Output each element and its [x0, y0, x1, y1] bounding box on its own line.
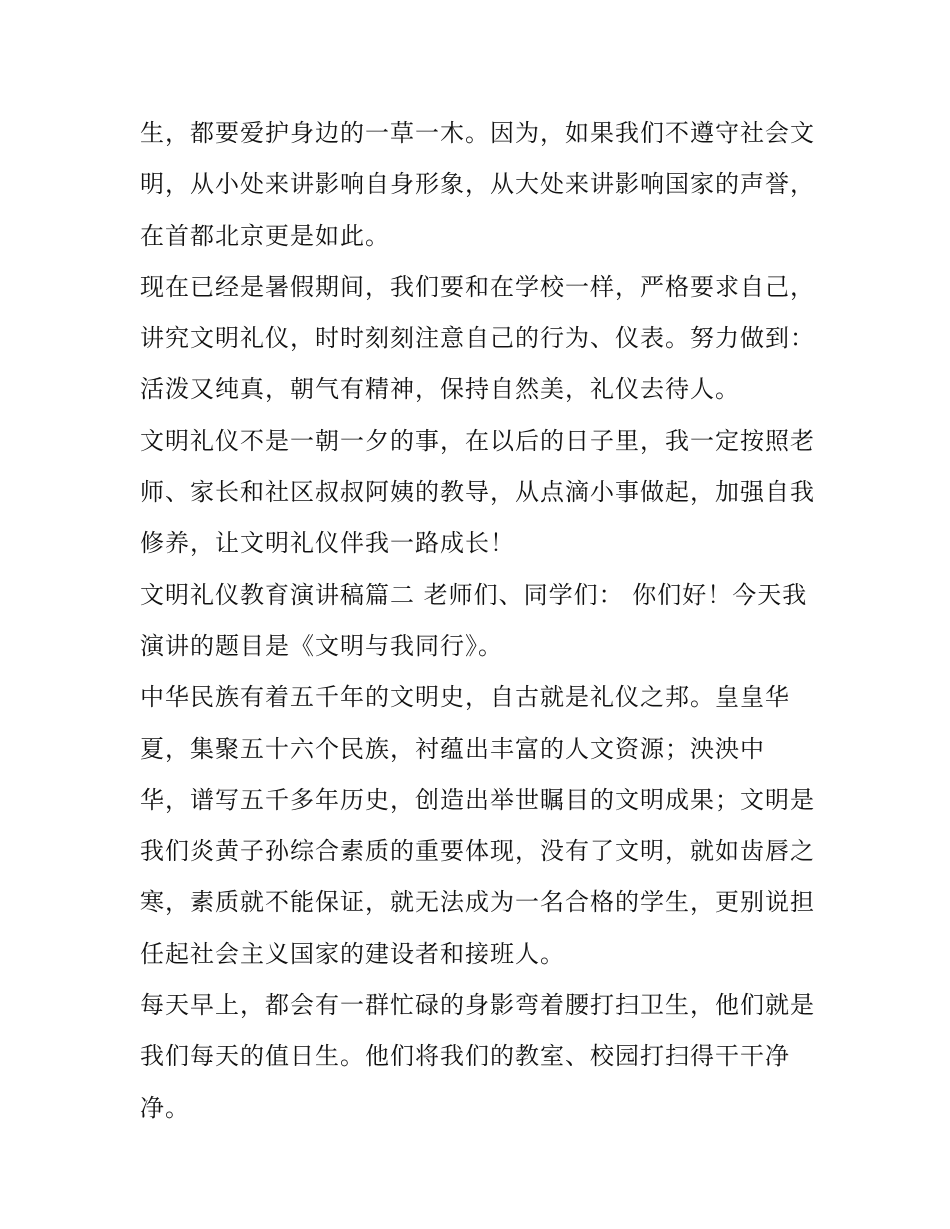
text-line: 讲究文明礼仪，时时刻刻注意自己的行为、仪表。努力做到： — [140, 324, 815, 353]
text-line: 夏，集聚五十六个民族，衬蕴出丰富的人文资源；泱泱中 — [140, 734, 765, 763]
text-line: 明，从小处来讲影响自身形象，从大处来讲影响国家的声誉， — [140, 170, 815, 199]
text-line: 文明礼仪教育演讲稿篇二 老师们、同学们： 你们好！今天我 — [140, 580, 808, 609]
text-line: 现在已经是暑假期间，我们要和在学校一样，严格要求自己， — [140, 272, 815, 301]
text-line: 师、家长和社区叔叔阿姨的教导，从点滴小事做起，加强自我 — [140, 478, 815, 507]
text-line: 每天早上，都会有一群忙碌的身影弯着腰打扫卫生，他们就是 — [140, 991, 815, 1020]
text-line: 文明礼仪不是一朝一夕的事，在以后的日子里，我一定按照老 — [140, 426, 815, 455]
text-line: 华，谱写五千多年历史，创造出举世瞩目的文明成果；文明是 — [140, 785, 815, 814]
text-line: 演讲的题目是《文明与我同行》。 — [140, 631, 503, 660]
text-line: 中华民族有着五千年的文明史，自古就是礼仪之邦。皇皇华 — [140, 683, 790, 712]
text-line: 在首都北京更是如此。 — [140, 221, 390, 250]
text-line: 我们每天的值日生。他们将我们的教室、校园打扫得干干净 — [140, 1042, 790, 1071]
text-line: 修养，让文明礼仪伴我一路成长！ — [140, 529, 515, 558]
text-line: 寒，素质就不能保证，就无法成为一名合格的学生，更别说担 — [140, 888, 815, 917]
text-line: 我们炎黄子孙综合素质的重要体现，没有了文明，就如齿唇之 — [140, 837, 815, 866]
text-line: 活泼又纯真，朝气有精神，保持自然美，礼仪去待人。 — [140, 375, 740, 404]
text-line: 任起社会主义国家的建设者和接班人。 — [140, 939, 565, 968]
document-body — [140, 108, 820, 1134]
text-line: 生，都要爱护身边的一草一木。因为，如果我们不遵守社会文 — [140, 119, 815, 147]
text-line: 净。 — [140, 1093, 190, 1122]
